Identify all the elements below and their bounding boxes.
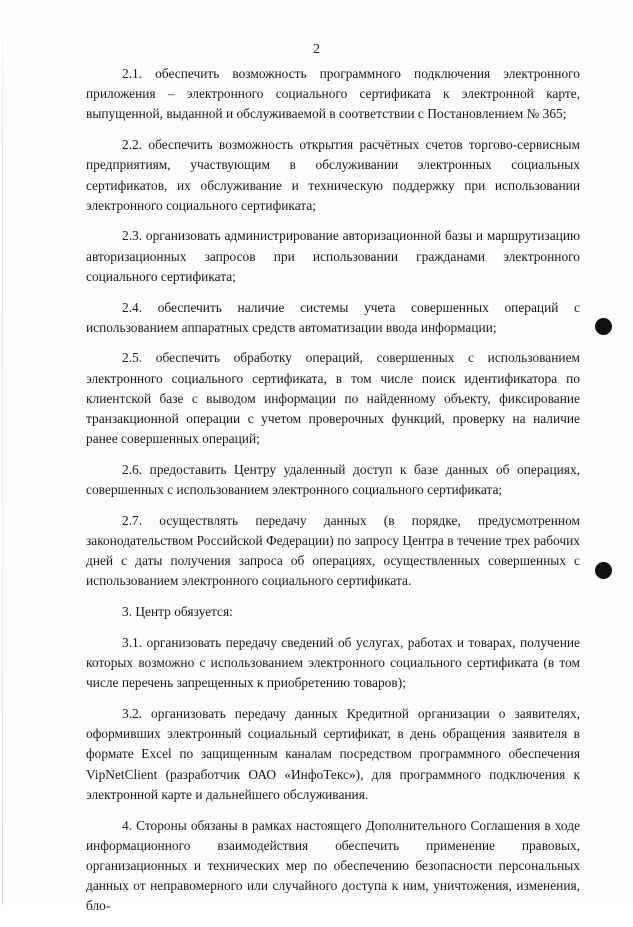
clause-4: 4. Стороны обязаны в рамках настоящего Дополнительного Соглашения в ходе информационного взаимодействия обеспечить применение правовых, организационных и технических мер по обеспечению безопасности персональных данных от неправомерного или случайного доступа к ним, уничтожения, изменения, бло- bbox=[86, 817, 580, 914]
scan-edge bbox=[2, 0, 3, 905]
clause-2-2: 2.2. обеспечить возможность открытия расчётных счетов торгово-сервисным предприятиям, участвующим в обслуживании электронных социальных сертификатов, их обслуживание и техническую поддержку при использовании электронного социального сертификата; bbox=[86, 137, 580, 213]
clause-2-6: 2.6. предоставить Центру удаленный доступ к базе данных об операциях, совершенных с использованием электронного социального сертификата; bbox=[86, 461, 580, 498]
clause-3-heading: 3. Центр обязуется: bbox=[122, 604, 233, 620]
clause-3-1: 3.1. организовать передачу сведений об услугах, работах и товарах, получение которых возможно с использованием электронного социального сертификата (в том числе перечень запрещенных к приобретению товаров); bbox=[86, 634, 580, 691]
clause-2-1: 2.1. обеспечить возможность программного подключения электронного приложения – электронного социального сертификата к электронной карте, выпущенной, выданной и обслуживаемой в соответствии с Постановлением № 365; bbox=[86, 66, 580, 122]
page-number: 2 bbox=[313, 42, 320, 57]
punch-hole-mark bbox=[595, 318, 612, 335]
clause-2-3: 2.3. организовать администрирование авторизационной базы и маршрутизацию авторизационных запросов при использовании гражданами электронного социального сертификата; bbox=[86, 228, 580, 284]
clause-2-7: 2.7. осуществлять передачу данных (в порядке, предусмотренном законодательством Российской Федерации) по запросу Центра в течение трех рабочих дней с даты получения запроса об операциях, осуществленных совершенных с использованием электронного социального сертификата. bbox=[86, 512, 580, 589]
punch-hole-mark bbox=[595, 562, 612, 579]
document-body bbox=[86, 64, 580, 927]
clause-2-4: 2.4. обеспечить наличие системы учета совершенных операций с использованием аппаратных средств автоматизации ввода информации; bbox=[86, 299, 580, 335]
clause-3-2: 3.2. организовать передачу данных Кредитной организации о заявителях, оформивших электронный социальный сертификат, в день обращения заявителя в формате Excel по защищенным каналам посредством программного обеспечения VipNetClient (разработчик ОАО «ИнфоТекс»), для программного подключения к электронной карте и дальнейшего обслуживания. bbox=[86, 705, 580, 802]
clause-2-5: 2.5. обеспечить обработку операций, совершенных с использованием электронного социального сертификата, в том числе поиск идентификатора по клиентской базе с выводом информации по найденному объекту, фиксирование транзакционной операции с учетом проверочных функций, проверку на наличие ранее совершенных операций; bbox=[86, 350, 580, 447]
